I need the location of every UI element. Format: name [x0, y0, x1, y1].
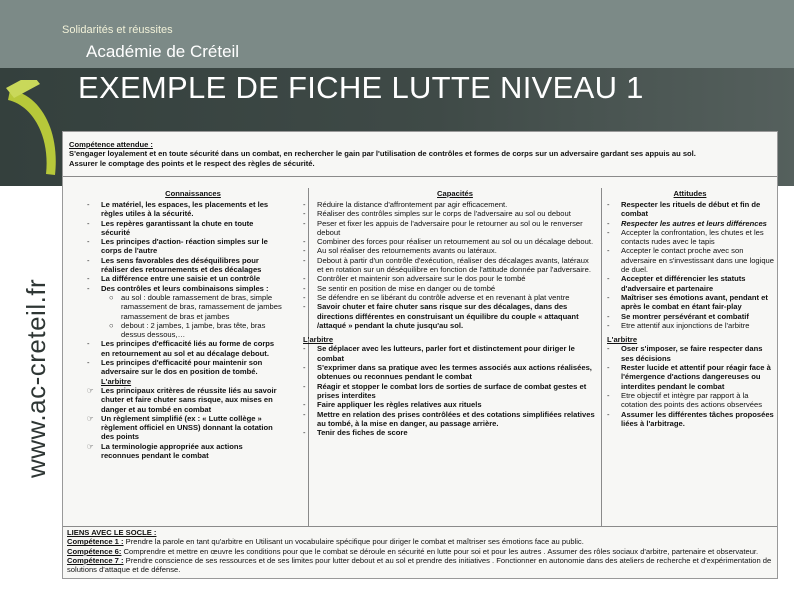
- list-item: [303, 209, 595, 218]
- list-item-text: Les principes d'efficacité pour maintenir son adversaire sur le dos en position de tombé.: [101, 358, 263, 377]
- list-marker: -: [87, 255, 90, 265]
- list-item: [607, 219, 775, 228]
- list-marker: ☞: [87, 441, 94, 451]
- header-connaissances: Connaissances: [165, 189, 221, 198]
- list-marker: ☞: [87, 413, 94, 423]
- socle-competence-label: Compétence 1 :: [67, 537, 124, 547]
- list-item-text: Peser et fixer les appuis de l'adversaire pour le retourner au sol ou le renverser debout: [317, 218, 583, 237]
- list-item-text: Réaliser des contrôles simples sur le corps de l'adversaire au sol ou debout: [317, 209, 571, 219]
- competence-text: S'engager loyalement et en toute sécurité dans un combat, en rechercher le gain par l'utilisation de contrôles et formes de corps sur un adversaire gardant ses appuis au sol.: [69, 149, 696, 159]
- list-marker: -: [87, 274, 90, 284]
- list-marker: -: [303, 344, 306, 354]
- list-marker: -: [87, 218, 90, 228]
- list-item: [87, 442, 283, 461]
- list-item-text: Les principes d'efficacité liés au forme de corps en retournement au sol et au décalage debout.: [101, 339, 275, 358]
- list-item: [87, 293, 283, 321]
- list-marker: -: [607, 218, 610, 228]
- list-item-text: La différence entre une saisie et un contrôle: [101, 274, 261, 284]
- column-attitudes: [607, 200, 775, 428]
- list-marker: -: [607, 311, 610, 321]
- list-item-text: Contrôler et maintenir son adversaire sur le dos pour le tombé: [317, 274, 526, 284]
- list-item-text: Assumer les différentes tâches proposées liées à l'arbitrage.: [621, 409, 774, 428]
- list-marker: -: [87, 237, 90, 247]
- list-item-text: Se déplacer avec les lutteurs, parler fort et distinctement pour diriger le combat: [317, 344, 575, 363]
- list-marker: -: [303, 283, 306, 293]
- list-item-text: debout : 2 jambes, 1 jambe, bras tête, bras dessus dessous,…: [121, 320, 266, 340]
- list-marker: -: [303, 200, 306, 209]
- list-item-text: Rester lucide et attentif pour réagir face à l'émergence d'actions dangereuses ou interdites pendant le combat: [621, 363, 771, 391]
- section-label-arbitre: L'arbitre: [303, 335, 334, 345]
- section-label-arbitre: L'arbitre: [607, 335, 638, 345]
- list-marker: ○: [109, 292, 114, 302]
- list-item-text: Les sens favorables des déséquilibres pour réaliser des retournements et des décalages: [101, 255, 262, 275]
- list-item: [303, 382, 595, 401]
- list-item: [303, 410, 595, 429]
- list-item: [303, 246, 595, 255]
- list-item-text: Un règlement simplifié (ex : « Lutte collège » règlement officiel en UNSS) donnant la cotation des points: [101, 413, 273, 442]
- list-item: [607, 312, 775, 321]
- list-item-text: Les principaux critères de réussite liés au savoir chuter et faire chuter sans risque, aux mises en danger et au tombé en combat: [101, 385, 277, 414]
- socle-competence-label: Compétence 7 :: [67, 555, 124, 565]
- list-item: [87, 377, 283, 386]
- list-marker: -: [607, 390, 610, 400]
- list-marker: -: [303, 209, 306, 219]
- list-item: [607, 293, 775, 312]
- ac-creteil-logo: [0, 80, 62, 210]
- list-item: [303, 400, 595, 409]
- header-capacites: Capacités: [437, 189, 473, 198]
- socle-competence-text: Prendre conscience de ses ressources et de ses limites pour lutter debout et au sol et prendre des initiatives . Fonctionner en autonomie dans des ateliers de recherche et d'expérimentation de solutions d'attaque et de défense.: [67, 555, 772, 575]
- list-item: [303, 284, 595, 293]
- divider-bottom: [63, 526, 777, 527]
- list-marker: -: [607, 320, 610, 330]
- list-item-text: Mettre en relation des prises contrôlées et des cotations simplifiées relatives au tombé, à la mise en danger, au passage arrière.: [317, 409, 595, 428]
- lutte-sheet-document: [62, 131, 778, 579]
- list-item-text: Les principes d'action- réaction simples sur le corps de l'autre: [101, 237, 268, 256]
- list-item: [87, 339, 283, 358]
- list-item-text: Maîtriser ses émotions avant, pendant et après le combat en étant fair-play: [621, 292, 768, 312]
- list-item: [607, 228, 775, 247]
- list-marker: ○: [109, 320, 114, 330]
- list-item: [87, 219, 283, 238]
- competence-block: [69, 140, 769, 168]
- list-marker: -: [303, 363, 306, 373]
- list-item-text: Se défendre en se libérant du contrôle adverse et en revenant à plat ventre: [317, 292, 570, 302]
- list-item: [607, 321, 775, 330]
- list-marker: -: [87, 358, 90, 368]
- list-item: [303, 256, 595, 275]
- list-item: [607, 410, 775, 429]
- list-item: [607, 200, 775, 219]
- list-marker: -: [303, 381, 306, 391]
- list-item-text: Etre attentif aux injonctions de l'arbitre: [621, 320, 750, 330]
- list-item-text: Tenir des fiches de score: [317, 428, 408, 438]
- list-marker: -: [87, 339, 90, 349]
- header-academie: Académie de Créteil: [86, 42, 240, 61]
- list-marker: -: [303, 218, 306, 228]
- socle-links: [67, 528, 773, 574]
- list-item: [303, 344, 595, 363]
- list-item-text: Se sentir en position de mise en danger ou de tombé: [317, 283, 496, 293]
- list-item-text: Respecter les rituels de début et fin de combat: [621, 200, 761, 219]
- list-item: [303, 200, 595, 209]
- list-item: [607, 363, 775, 391]
- list-item: [87, 200, 283, 219]
- socle-lines: [67, 537, 773, 574]
- list-marker: -: [303, 237, 306, 247]
- list-marker: ☞: [87, 385, 94, 395]
- list-marker: -: [303, 428, 306, 438]
- list-item: [303, 428, 595, 437]
- socle-competence-text: Comprendre et mettre en œuvre les conditions pour que le combat se déroule en sécurité en lutte pour soi et pour les autres . Assumer des rôles sociaux d'arbitre, partenaire et observateur.: [121, 546, 759, 556]
- list-item: [607, 391, 775, 410]
- list-item: [87, 274, 283, 283]
- list-item-text: Accepter le contact proche avec son adversaire en s'investissant dans une logique de duel.: [621, 246, 774, 275]
- list-item: [303, 302, 595, 330]
- list-marker: -: [87, 283, 90, 293]
- list-item-text: Faire appliquer les règles relatives aux rituels: [317, 400, 482, 410]
- list-item-text: Au sol réaliser des retournements avants ou latéraux.: [317, 246, 497, 256]
- list-marker: -: [303, 409, 306, 419]
- list-item: [87, 284, 283, 293]
- list-item-text: Savoir chuter et faire chuter sans risque sur des décalages, dans des directions différentes en construisant un équilibre du couple « attaquant /attaqué » pendant la chute jusqu'au sol.: [317, 302, 579, 330]
- list-item-text: Accepter et différencier les statuts d'adversaire et partenaire: [621, 274, 746, 293]
- list-marker: -: [303, 292, 306, 302]
- socle-competence-label: Compétence 6:: [67, 546, 122, 556]
- competence-text-2: Assurer le comptage des points et le respect des règles de sécurité.: [69, 158, 315, 168]
- header-attitudes: Attitudes: [673, 189, 707, 198]
- list-marker: -: [607, 292, 610, 302]
- list-item: [303, 363, 595, 382]
- page-title: EXEMPLE DE FICHE LUTTE NIVEAU 1: [78, 70, 644, 105]
- socle-line: [67, 537, 773, 546]
- list-marker: -: [607, 409, 610, 419]
- list-item-text: Les repères garantissant la chute en toute sécurité: [101, 218, 254, 237]
- list-item-text: Des contrôles et leurs combinaisons simples :: [101, 283, 269, 293]
- logo-arc: [8, 90, 56, 175]
- list-item-text: au sol : double ramassement de bras, simple ramassement de bras, ramassement de jambes ramassement de bras et jambes: [121, 292, 282, 321]
- side-url: www.ac-creteil.fr: [21, 278, 51, 478]
- socle-title: LIENS AVEC LE SOCLE :: [67, 528, 157, 537]
- list-marker: -: [607, 274, 610, 284]
- list-item: [607, 246, 775, 274]
- divider-top: [63, 176, 777, 177]
- list-item-text: L'arbitre: [101, 376, 132, 386]
- socle-line: [67, 547, 773, 556]
- competence-label: Compétence attendue :: [69, 140, 153, 149]
- list-marker: -: [607, 200, 610, 209]
- list-marker: -: [607, 344, 610, 354]
- list-marker: -: [607, 227, 610, 237]
- list-item-text: Debout à partir d'un contrôle d'exécution, réaliser des décalages avants, latéraux et en rotation sur un déséquilibre en fonction de l'attitude donnée par l'adversaire.: [317, 255, 591, 275]
- socle-line: [67, 556, 773, 575]
- list-marker: -: [303, 302, 306, 312]
- list-item: [87, 358, 283, 377]
- list-item: [303, 293, 595, 302]
- list-item-text: Respecter les autres et leurs différences: [621, 218, 767, 228]
- list-item-text: S'exprimer dans sa pratique avec les termes associés aux actions réalisées, obtenues ou reconnues pendant le combat: [317, 363, 592, 382]
- list-item: [303, 274, 595, 283]
- list-marker: -: [303, 255, 306, 265]
- list-item-text: Etre objectif et intègre par rapport à la cotation des points des actions observées: [621, 390, 762, 410]
- list-marker: -: [87, 200, 90, 209]
- list-item-text: Le matériel, les espaces, les placements et les règles utiles à la sécurité.: [101, 200, 269, 219]
- list-item-text: Réagir et stopper le combat lors de sorties de surface de combat gestes et prises interdites: [317, 381, 587, 400]
- list-marker: -: [303, 246, 306, 256]
- list-item-text: Accepter la confrontation, les chutes et les contacts rudes avec le tapis: [621, 227, 764, 247]
- list-item: [87, 414, 283, 442]
- list-item-text: Se montrer persévérant et combatif: [621, 311, 749, 321]
- list-marker: -: [607, 246, 610, 256]
- socle-competence-text: Prendre la parole en tant qu'arbitre en Utilisant un vocabulaire spécifique pour diriger le combat et maîtriser ses émotions face au public.: [123, 537, 584, 547]
- list-item: [87, 321, 283, 340]
- list-item-text: Combiner des forces pour réaliser un retournement au sol ou un décalage debout.: [317, 237, 594, 247]
- list-item-text: La terminologie appropriée aux actions reconnues pendant le combat: [101, 441, 243, 461]
- list-item: [87, 256, 283, 275]
- list-item: [303, 219, 595, 238]
- list-item-text: Oser s'imposer, se faire respecter dans ses décisions: [621, 344, 763, 363]
- list-item: [607, 344, 775, 363]
- column-divider-2: [601, 188, 602, 526]
- column-capacites: [303, 200, 595, 437]
- column-connaissances: [87, 200, 283, 460]
- list-item: [87, 386, 283, 414]
- list-marker: -: [607, 363, 610, 373]
- header-tagline: Solidarités et réussites: [62, 24, 173, 36]
- list-marker: -: [303, 274, 306, 284]
- list-item: [607, 274, 775, 293]
- list-item: [303, 237, 595, 246]
- list-item: [87, 237, 283, 256]
- list-item-text: Réduire la distance d'affrontement par agir efficacement.: [317, 200, 508, 209]
- list-marker: -: [303, 400, 306, 410]
